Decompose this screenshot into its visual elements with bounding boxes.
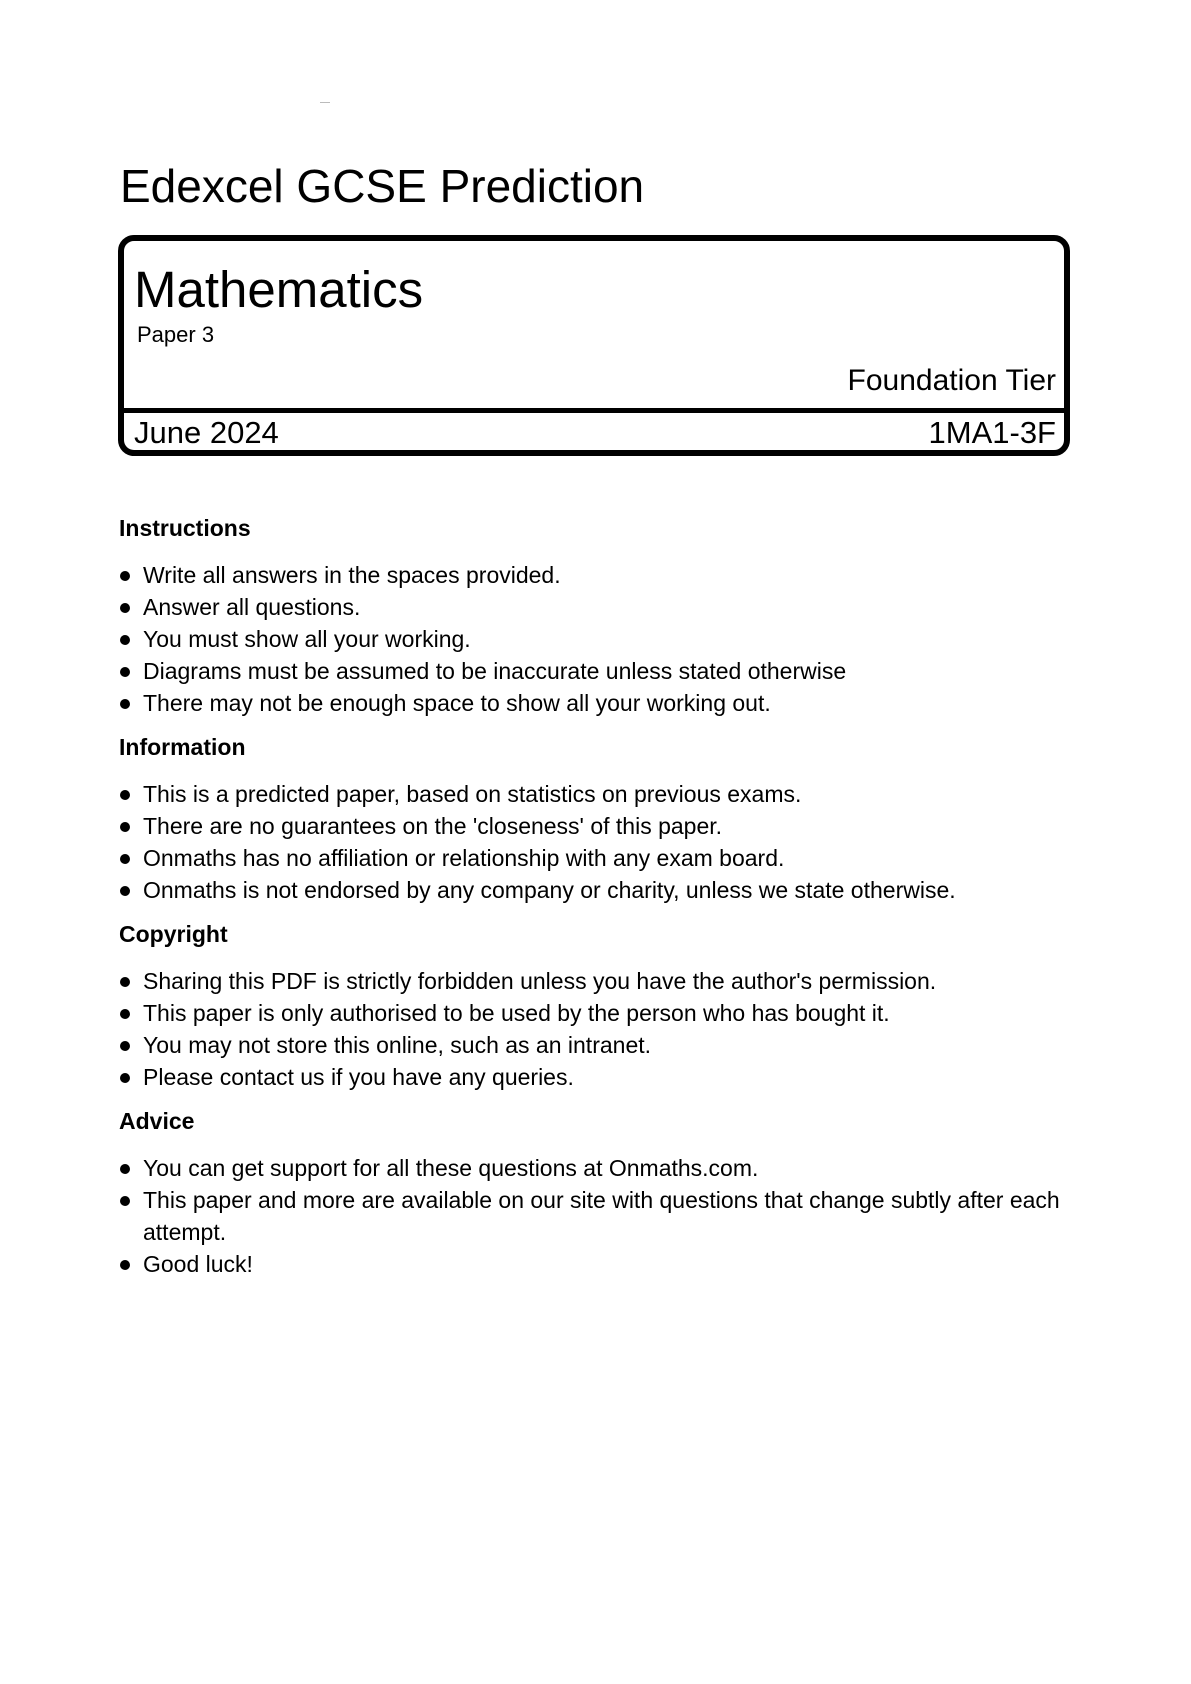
- advice-section: [119, 1107, 1119, 1280]
- instructions-section: [119, 514, 1119, 719]
- list-item: Good luck!: [119, 1248, 1119, 1280]
- list-item: Onmaths is not endorsed by any company or charity, unless we state otherwise.: [119, 874, 1119, 906]
- list-item: Diagrams must be assumed to be inaccurate unless stated otherwise: [119, 655, 1119, 687]
- information-list: [119, 778, 1119, 906]
- cover-notes: [119, 514, 1119, 1294]
- paper-number: Paper 3: [137, 322, 215, 347]
- brand-title: Edexcel GCSE Prediction: [120, 160, 645, 212]
- list-item: Sharing this PDF is strictly forbidden unless you have the author's permission.: [119, 965, 1119, 997]
- list-item: You can get support for all these questions at Onmaths.com.: [119, 1152, 1119, 1184]
- list-item: Onmaths has no affiliation or relationship with any exam board.: [119, 842, 1119, 874]
- paper-title-box: [118, 235, 1070, 456]
- list-item: Please contact us if you have any queries.: [119, 1061, 1119, 1093]
- list-item: You must show all your working.: [119, 623, 1119, 655]
- section-heading: Instructions: [119, 515, 251, 541]
- list-item: Answer all questions.: [119, 591, 1119, 623]
- list-item: You may not store this online, such as an intranet.: [119, 1029, 1119, 1061]
- list-item: There may not be enough space to show all your working out.: [119, 687, 1119, 719]
- list-item: This paper and more are available on our site with questions that change subtly after each attempt.: [119, 1184, 1119, 1248]
- copyright-list: [119, 965, 1119, 1093]
- tier-label: Foundation Tier: [847, 364, 1056, 397]
- information-section: [119, 733, 1119, 906]
- advice-list: [119, 1152, 1119, 1280]
- subject-title: Mathematics: [134, 261, 424, 318]
- list-item: This paper is only authorised to be used by the person who has bought it.: [119, 997, 1119, 1029]
- section-heading: Advice: [119, 1108, 195, 1134]
- copyright-section: [119, 920, 1119, 1093]
- list-item: Write all answers in the spaces provided.: [119, 559, 1119, 591]
- section-heading: Copyright: [119, 921, 228, 947]
- exam-date: June 2024: [134, 415, 279, 450]
- list-item: There are no guarantees on the 'closeness' of this paper.: [119, 810, 1119, 842]
- paper-code: 1MA1-3F: [928, 415, 1056, 450]
- scan-mark: [320, 102, 330, 103]
- instructions-list: [119, 559, 1119, 719]
- section-heading: Information: [119, 734, 246, 760]
- list-item: This is a predicted paper, based on statistics on previous exams.: [119, 778, 1119, 810]
- title-box-divider: [124, 408, 1064, 413]
